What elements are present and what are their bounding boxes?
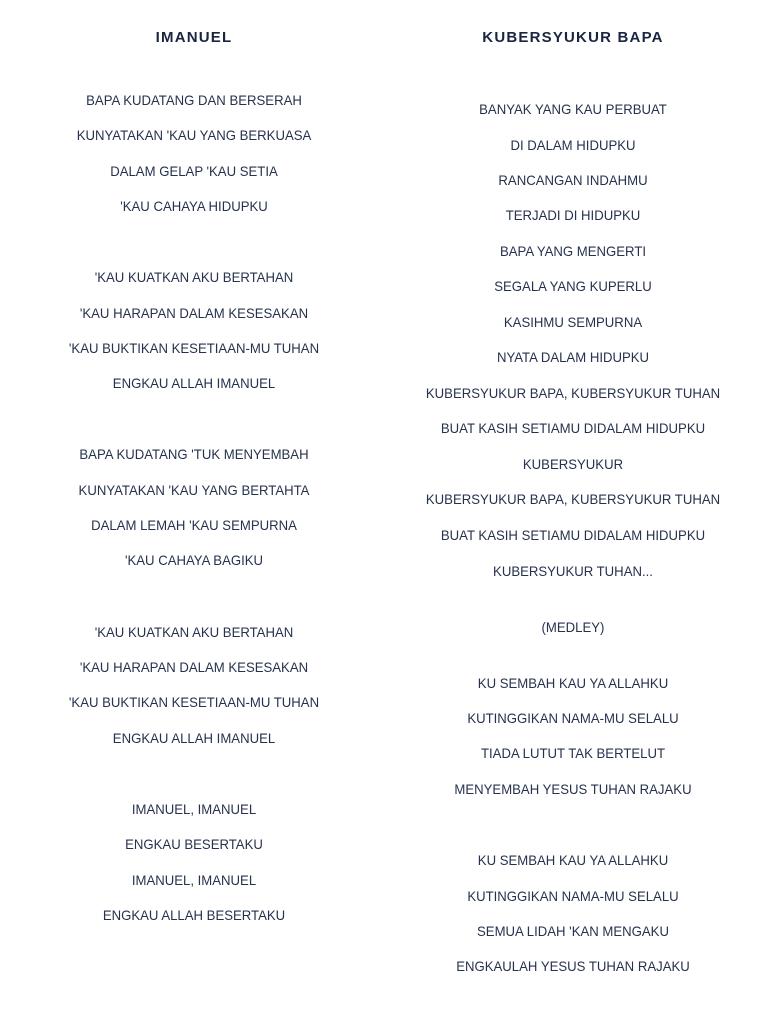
right-lyric-line: KUBERSYUKUR TUHAN... (493, 563, 653, 579)
right-lyric-line: KASIHMU SEMPURNA (503, 314, 643, 330)
left-song-title: IMANUEL (155, 29, 233, 46)
left-lyric-line: IMANUEL, IMANUEL (131, 801, 257, 817)
right-lyric-line: MENYEMBAH YESUS TUHAN RAJAKU (454, 781, 692, 797)
left-lyric-line: BAPA KUDATANG 'TUK MENYEMBAH (79, 446, 309, 462)
right-lyric-line: KUTINGGIKAN NAMA-MU SELALU (467, 888, 679, 904)
right-lyric-line: (MEDLEY) (541, 619, 605, 635)
left-lyric-line: 'KAU KUATKAN AKU BERTAHAN (94, 624, 294, 640)
right-lyric-line: SEGALA YANG KUPERLU (494, 278, 652, 294)
right-lyric-line: KUBERSYUKUR BAPA, KUBERSYUKUR TUHAN (425, 385, 721, 401)
right-lyric-line: TIADA LUTUT TAK BERTELUT (480, 745, 666, 761)
right-lyric-line: KUTINGGIKAN NAMA-MU SELALU (467, 710, 679, 726)
left-lyric-line: DALAM GELAP 'KAU SETIA (110, 163, 278, 179)
left-lyric-line: ENGKAU BESERTAKU (125, 836, 263, 852)
right-lyric-line: DI DALAM HIDUPKU (510, 137, 636, 153)
right-song-title: KUBERSYUKUR BAPA (482, 29, 664, 46)
right-lyric-line: KUBERSYUKUR BAPA, KUBERSYUKUR TUHAN (425, 491, 721, 507)
right-lyric-line: BUAT KASIH SETIAMU DIDALAM HIDUPKU (440, 420, 706, 436)
left-lyric-line: 'KAU BUKTIKAN KESETIAAN-MU TUHAN (68, 340, 320, 356)
right-lyric-line: KU SEMBAH KAU YA ALLAHKU (477, 675, 669, 691)
right-lyric-line: BUAT KASIH SETIAMU DIDALAM HIDUPKU (440, 527, 706, 543)
right-lyric-line: SEMUA LIDAH 'KAN MENGAKU (477, 923, 669, 939)
right-lyric-line: RANCANGAN INDAHMU (498, 172, 648, 188)
left-lyric-line: IMANUEL, IMANUEL (131, 872, 257, 888)
left-lyric-line: BAPA KUDATANG DAN BERSERAH (86, 92, 302, 108)
right-lyric-line: NYATA DALAM HIDUPKU (496, 349, 650, 365)
left-lyric-line: ENGKAU ALLAH BESERTAKU (102, 907, 286, 923)
left-lyric-line: 'KAU HARAPAN DALAM KESESAKAN (79, 659, 309, 675)
left-lyric-line: 'KAU HARAPAN DALAM KESESAKAN (79, 305, 309, 321)
left-lyric-line: ENGKAU ALLAH IMANUEL (112, 730, 276, 746)
left-lyric-line: KUNYATAKAN 'KAU YANG BERTAHTA (78, 482, 310, 498)
left-lyric-line: DALAM LEMAH 'KAU SEMPURNA (91, 517, 297, 533)
left-lyric-line: 'KAU KUATKAN AKU BERTAHAN (94, 269, 294, 285)
left-lyric-line: ENGKAU ALLAH IMANUEL (112, 375, 276, 391)
right-lyric-line: BAPA YANG MENGERTI (499, 243, 647, 259)
right-lyric-line: KU SEMBAH KAU YA ALLAHKU (477, 852, 669, 868)
left-lyric-line: KUNYATAKAN 'KAU YANG BERKUASA (76, 127, 312, 143)
right-lyric-line: BANYAK YANG KAU PERBUAT (479, 101, 667, 117)
right-lyric-line: ENGKAULAH YESUS TUHAN RAJAKU (456, 958, 690, 974)
left-lyric-line: 'KAU CAHAYA HIDUPKU (120, 198, 268, 214)
right-lyric-line: KUBERSYUKUR (522, 456, 624, 472)
right-lyric-line: TERJADI DI HIDUPKU (505, 207, 641, 223)
left-lyric-line: 'KAU BUKTIKAN KESETIAAN-MU TUHAN (68, 694, 320, 710)
left-lyric-line: 'KAU CAHAYA BAGIKU (124, 552, 264, 568)
